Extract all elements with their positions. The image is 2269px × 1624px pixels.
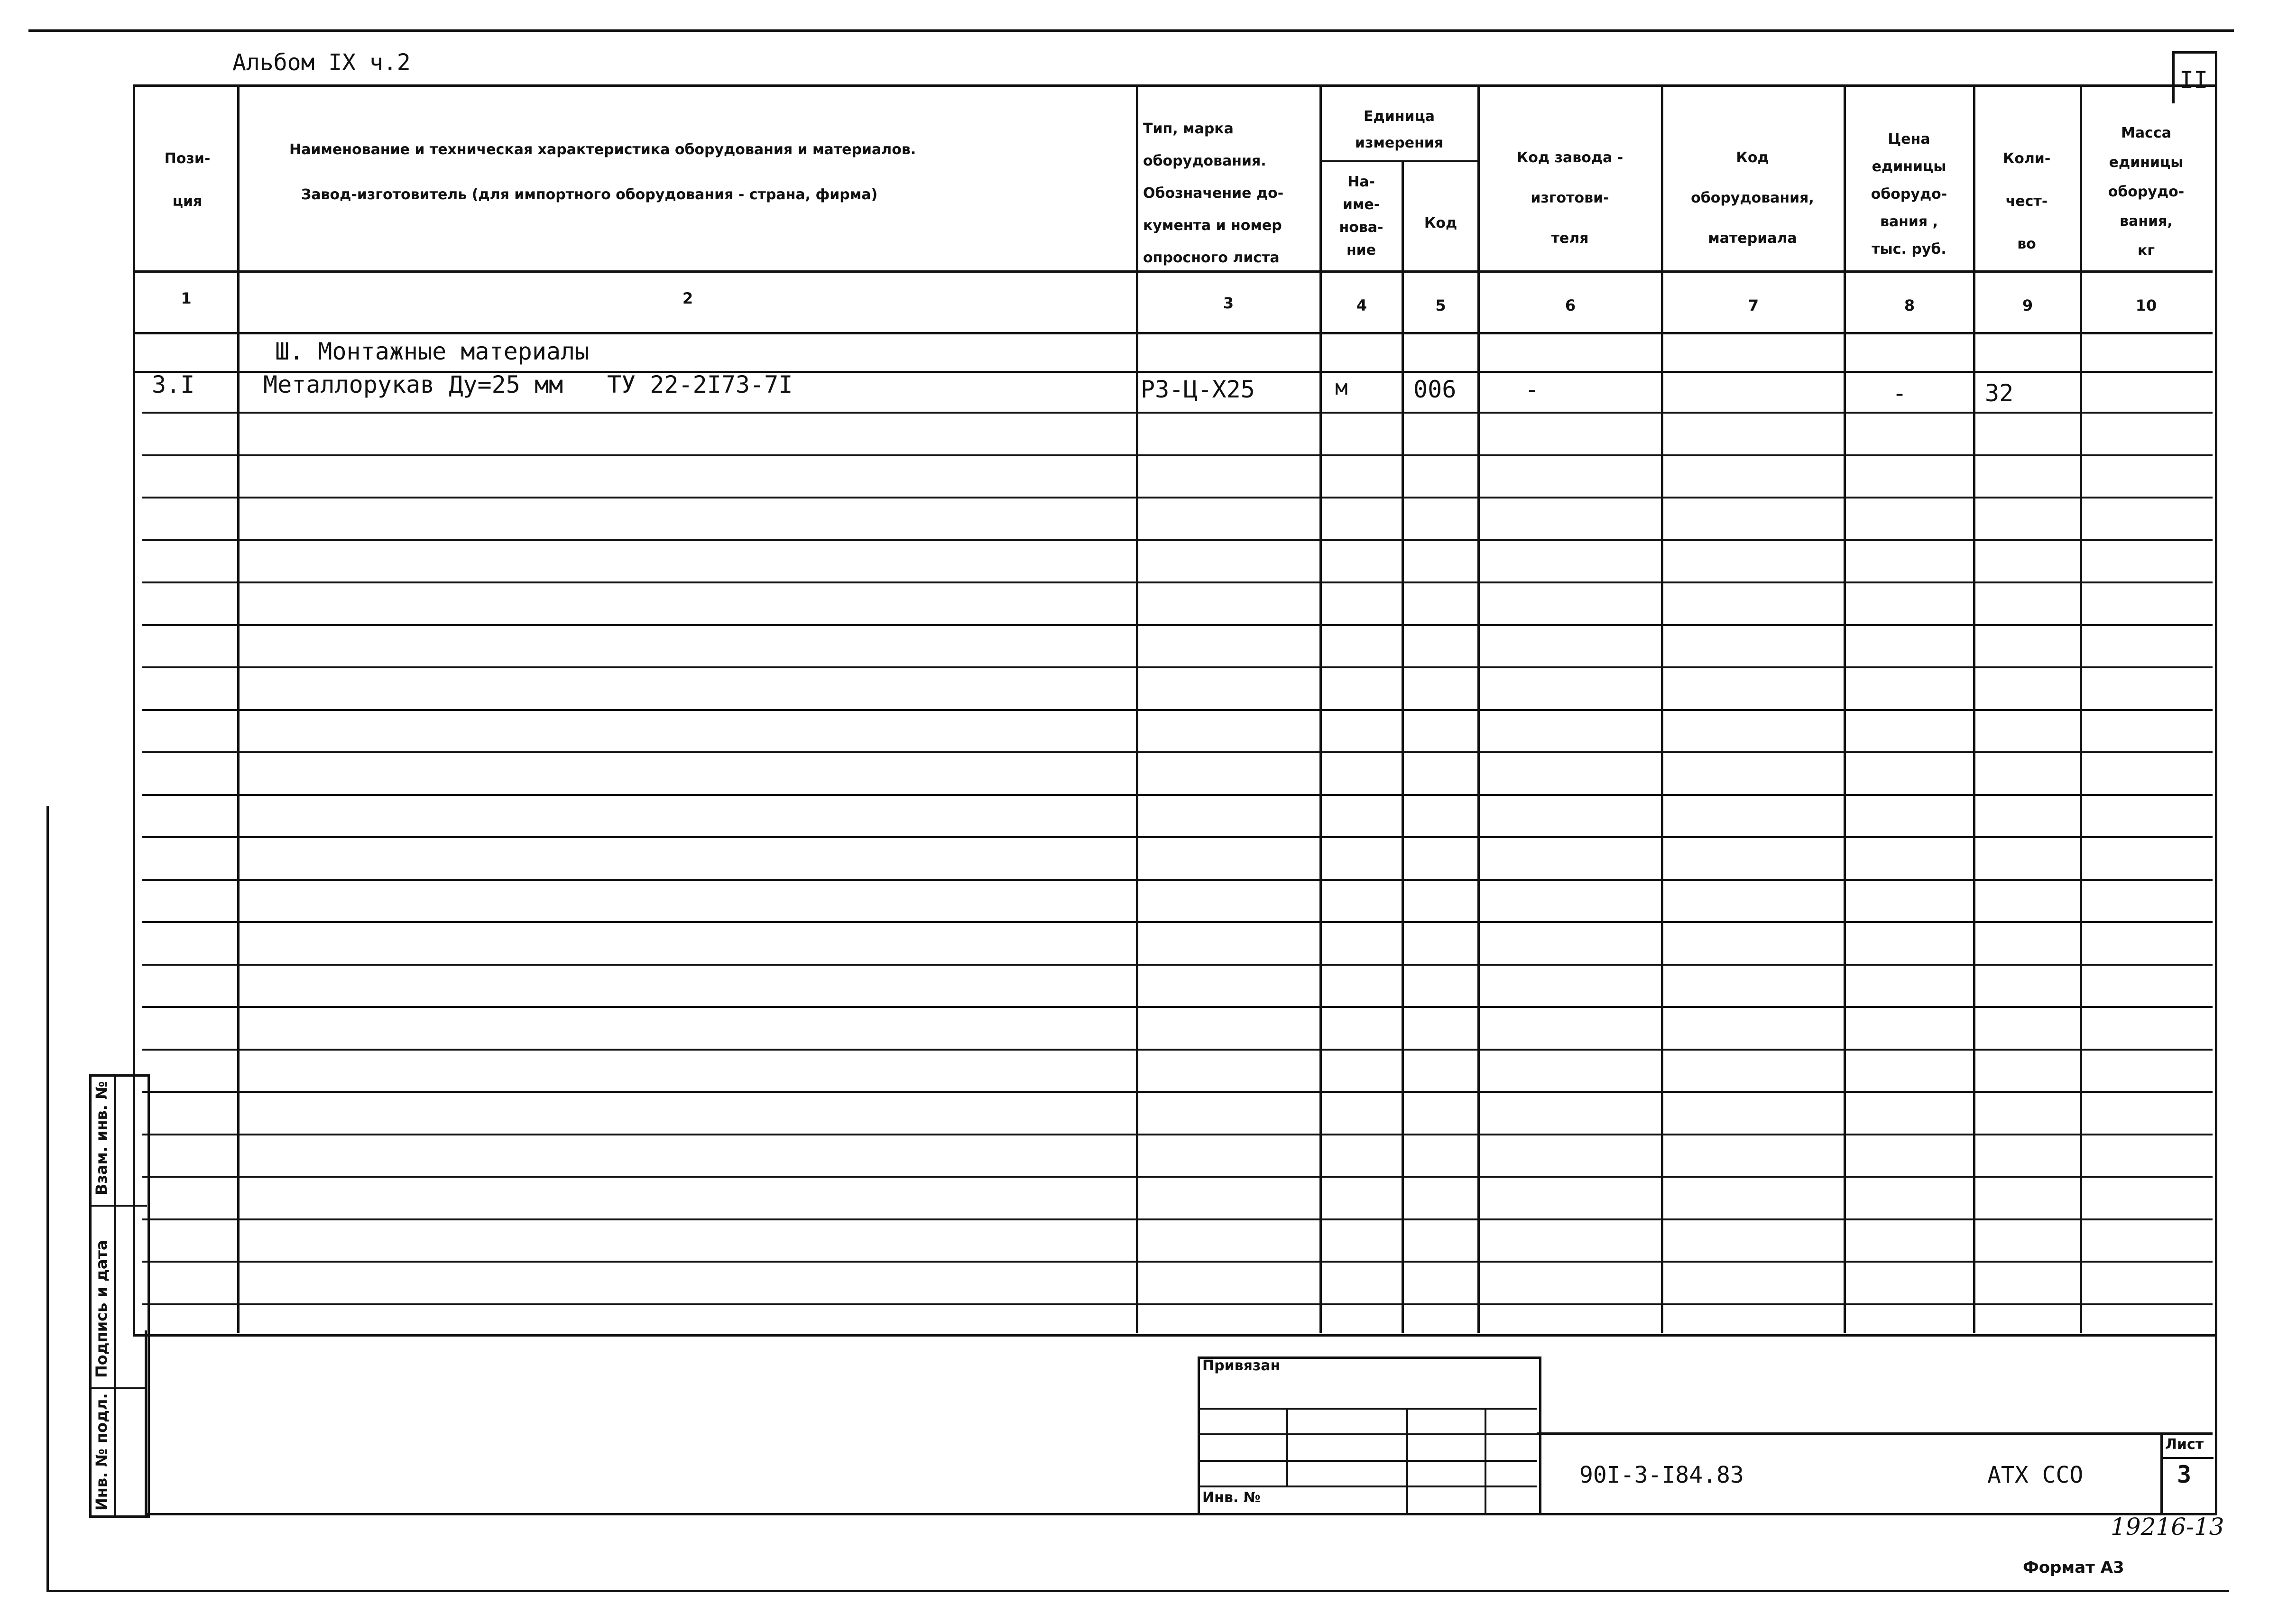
doc-code: 90I-3-I84.83 <box>1579 1462 1744 1488</box>
header-col6: Код завода - изготови- теля <box>1516 149 1623 247</box>
list-box-divider <box>2160 1457 2214 1459</box>
row-spec: ТУ 22-2I73-7I <box>607 371 793 398</box>
table-row-line <box>142 1303 2213 1305</box>
table-row-line <box>142 581 2213 583</box>
header-col3: Тип, марка оборудования. Обозначение до- кумента и номер опросного листа <box>1143 120 1284 266</box>
table-row-line <box>142 412 2213 414</box>
colnum-2: 2 <box>682 289 693 307</box>
list-label: Лист <box>2165 1436 2204 1453</box>
row-price: - <box>1892 379 1907 407</box>
colnum-5: 5 <box>1435 296 1446 314</box>
privyazan-vline-1 <box>1286 1408 1288 1486</box>
table-row-line <box>142 666 2213 668</box>
corner-number: II <box>2179 66 2208 94</box>
side-inner-line <box>114 1074 116 1515</box>
section-title: Ш. Монтажные материалы <box>275 338 590 365</box>
header-col9: Коли- чест- во <box>2002 150 2051 252</box>
table-row-line <box>142 1006 2213 1008</box>
header-unit-group: Единица измерения <box>1355 108 1444 151</box>
header-col5: Код <box>1424 215 1457 231</box>
side-label-podpis: Подпись и дата <box>92 1240 111 1378</box>
table-row-line <box>142 1218 2213 1220</box>
row-quantity: 32 <box>1985 379 2014 407</box>
table-row-line <box>142 1049 2213 1051</box>
row-name: Металлорукав Ду=25 мм <box>263 371 563 398</box>
table-row-line <box>142 1091 2213 1093</box>
header-col2-line1: Завод-изготовитель (для импортного оборудования - страна, фирма) <box>301 186 878 203</box>
row-position: 3.I <box>152 371 195 398</box>
colnum-4: 4 <box>1356 296 1367 314</box>
inv-no-label: Инв. № <box>1202 1489 1261 1506</box>
unit-group-divider <box>1319 160 1479 162</box>
row-unit-code: 006 <box>1413 376 1457 403</box>
album-label: Альбом IX ч.2 <box>232 49 411 76</box>
list-number: 3 <box>2177 1461 2192 1488</box>
header-col10: Масса единицы оборудо- вания, кг <box>2108 125 2185 259</box>
table-row-line <box>142 1176 2213 1178</box>
colnum-8: 8 <box>1904 296 1915 314</box>
table-row-line <box>142 794 2213 796</box>
table-row-line <box>142 709 2213 711</box>
outer-left-line <box>46 806 49 1592</box>
side-label-inv: Инв. № подл. <box>92 1393 111 1511</box>
table-row-line <box>142 964 2213 966</box>
table-row-line <box>142 751 2213 753</box>
outer-bottom-line <box>47 1590 2229 1592</box>
side-divider-1 <box>89 1205 147 1207</box>
row-type: Р3-Ц-Х25 <box>1141 376 1255 403</box>
header-col1: Пози- ция <box>164 150 211 210</box>
header-col7: Код оборудования, материала <box>1691 149 1814 247</box>
table-row-line <box>142 1261 2213 1263</box>
privyazan-label: Привязан <box>1202 1357 1281 1374</box>
header-col2-line2: Наименование и техническая характеристика оборудования и материалов. <box>289 141 916 158</box>
table-row-line <box>142 1134 2213 1135</box>
privyazan-vline-2 <box>1406 1408 1408 1513</box>
privyazan-vline-3 <box>1485 1408 1486 1513</box>
col-line-4 <box>1402 161 1404 1333</box>
table-row-line <box>142 497 2213 498</box>
row-unit-name: м <box>1335 376 1348 400</box>
outer-top-line <box>28 29 2234 32</box>
table-row-line <box>142 539 2213 541</box>
side-label-vzam: Взам. инв. № <box>92 1081 111 1195</box>
colnum-6: 6 <box>1565 296 1576 314</box>
doc-mark: АТХ ССО <box>1987 1462 2084 1488</box>
header-col8: Цена единицы оборудо- вания , тыс. руб. <box>1871 131 1947 258</box>
table-row-line <box>142 624 2213 626</box>
table-row-line <box>142 921 2213 923</box>
side-divider-2 <box>89 1387 147 1389</box>
format-label: Формат А3 <box>2023 1558 2124 1577</box>
table-row-line <box>142 454 2213 456</box>
colnum-10: 10 <box>2135 296 2157 314</box>
table-row-line <box>142 836 2213 838</box>
colnum-3: 3 <box>1223 294 1234 312</box>
colnum-9: 9 <box>2022 296 2033 314</box>
colnum-1: 1 <box>181 289 192 307</box>
handwritten-number: 19216-13 <box>2111 1513 2224 1541</box>
header-col4: На- име- нова- ние <box>1339 174 1384 258</box>
colnum-7: 7 <box>1748 296 1759 314</box>
table-row-line <box>142 879 2213 881</box>
colnum-bottom-line <box>135 332 2213 334</box>
row-factory-code: - <box>1525 376 1540 403</box>
